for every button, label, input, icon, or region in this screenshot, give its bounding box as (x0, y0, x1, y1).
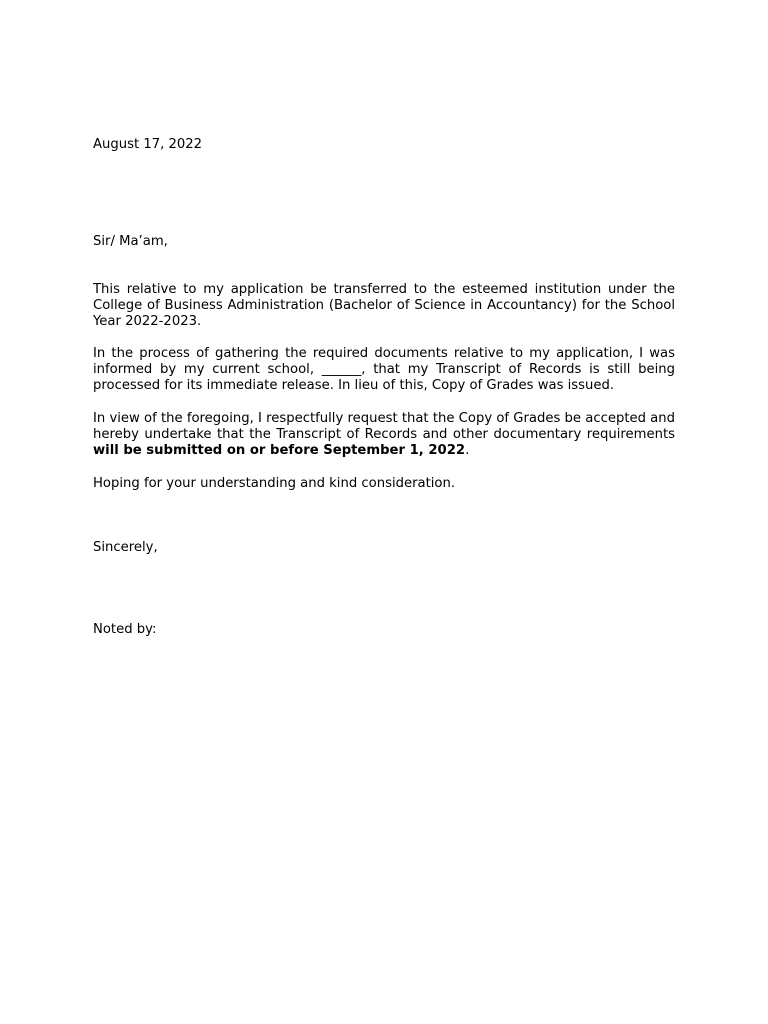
paragraph-3-text-start: In view of the foregoing, I respectfully request that the Copy of Grades be accepted and hereby undertake that the Transcript of Records and other documentary requirements (93, 411, 675, 443)
letter-paragraph-2: In the process of gathering the required documents relative to my application, I was informed by my current school, ______, that my Transcript of Records is still being processed for its immediate release. In lieu of this, Copy of Grades was issued. (93, 346, 675, 394)
letter-noted-by: Noted by: (93, 622, 157, 637)
letter-date: August 17, 2022 (93, 137, 203, 152)
letter-salutation: Sir/ Ma’am, (93, 234, 168, 249)
paragraph-3-text-end: . (465, 443, 470, 459)
letter-paragraph-3 (93, 411, 675, 460)
letter-paragraph-1: This relative to my application be transferred to the esteemed institution under the College of Business Administration (Bachelor of Science in Accountancy) for the School Year 2022-2023. (93, 282, 675, 330)
paragraph-3-deadline: will be submitted on or before September 1, 2022 (93, 443, 466, 459)
letter-paragraph-4: Hoping for your understanding and kind consideration. (93, 476, 456, 491)
letter-closing: Sincerely, (93, 540, 158, 555)
